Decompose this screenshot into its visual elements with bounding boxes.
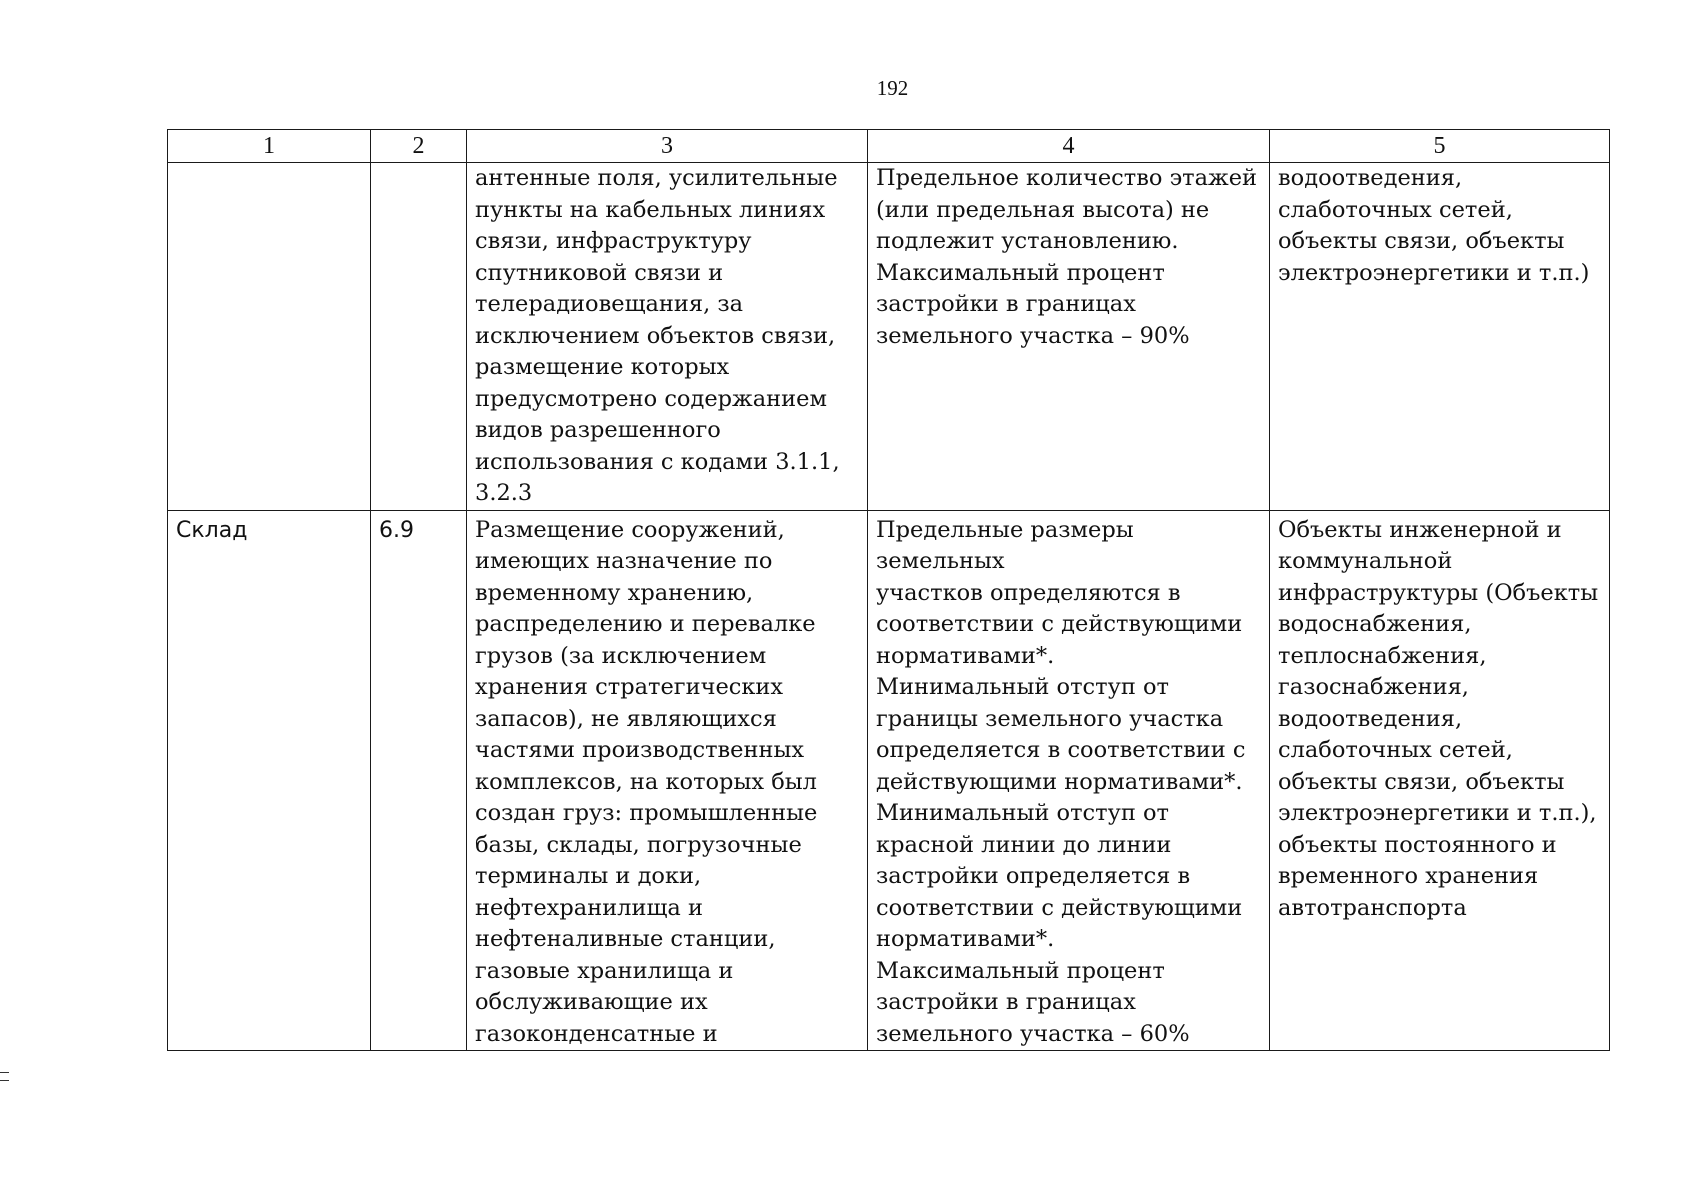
table-header-row — [168, 130, 1610, 163]
use-name-cell — [168, 163, 371, 511]
auxiliary-uses-text: Объекты инженерной и коммунальной инфраструктуры (Объекты водоснабжения, теплоснабжения, газоснабжения, водоотведения, слаботочных сетей, объекты связи, объекты электроэнергетики и т.п.), объекты постоянного и временного хранения автотранспорта — [1278, 516, 1599, 921]
column-header-1: 1 — [168, 130, 371, 163]
column-header-5: 5 — [1270, 130, 1610, 163]
auxiliary-uses-text: водоотведения, слаботочных сетей, объекты связи, объекты электроэнергетики и т.п.) — [1278, 165, 1590, 286]
margin-scan-mark — [0, 1072, 9, 1088]
land-use-table — [167, 129, 1610, 1051]
use-name-cell — [168, 510, 371, 1051]
use-parameters-text: Предельные размеры земельных участков определяются в соответствии с действующими нормативами*. Минимальный отступ от границы земельного участка определяется в соответствии с действующими нормативами*. Минимальный отступ от красной линии до линии застройки определяется в соответствии с действующими нормативами*. Максимальный процент застройки в границах земельного участка – 60% — [876, 516, 1246, 1047]
use-description-cell — [467, 163, 868, 511]
table-row — [168, 510, 1610, 1051]
table-row — [168, 163, 1610, 511]
use-name-text: Склад — [176, 517, 248, 543]
use-description-cell — [467, 510, 868, 1051]
use-parameters-text: Предельное количество этажей (или предельная высота) не подлежит установлению. Максимальный процент застройки в границах земельного участка – 90% — [876, 165, 1258, 349]
column-header-2: 2 — [371, 130, 467, 163]
auxiliary-uses-cell — [1270, 163, 1610, 511]
column-header-3: 3 — [467, 130, 868, 163]
use-code-text: 6.9 — [379, 517, 414, 543]
use-code-cell — [371, 163, 467, 511]
use-description-text: Размещение сооружений, имеющих назначение по временному хранению, распределению и перевалке грузов (за исключением хранения стратегических запасов), не являющихся частями производственных комплексов, на которых был создан груз: промышленные базы, склады, погрузочные терминалы и доки, нефтехранилища и нефтеналивные станции, газовые хранилища и обслуживающие их газоконденсатные и — [475, 516, 818, 1047]
page-number: 192 — [876, 76, 909, 100]
use-code-cell — [371, 510, 467, 1051]
use-parameters-cell — [868, 510, 1270, 1051]
column-header-4: 4 — [868, 130, 1270, 163]
use-description-text: антенные поля, усилительные пункты на кабельных линиях связи, инфраструктуру спутниковой связи и телерадиовещания, за исключением объектов связи, размещение которых предусмотрено содержанием видов разрешенного использования с кодами 3.1.1, 3.2.3 — [475, 165, 840, 506]
auxiliary-uses-cell — [1270, 510, 1610, 1051]
use-parameters-cell — [868, 163, 1270, 511]
